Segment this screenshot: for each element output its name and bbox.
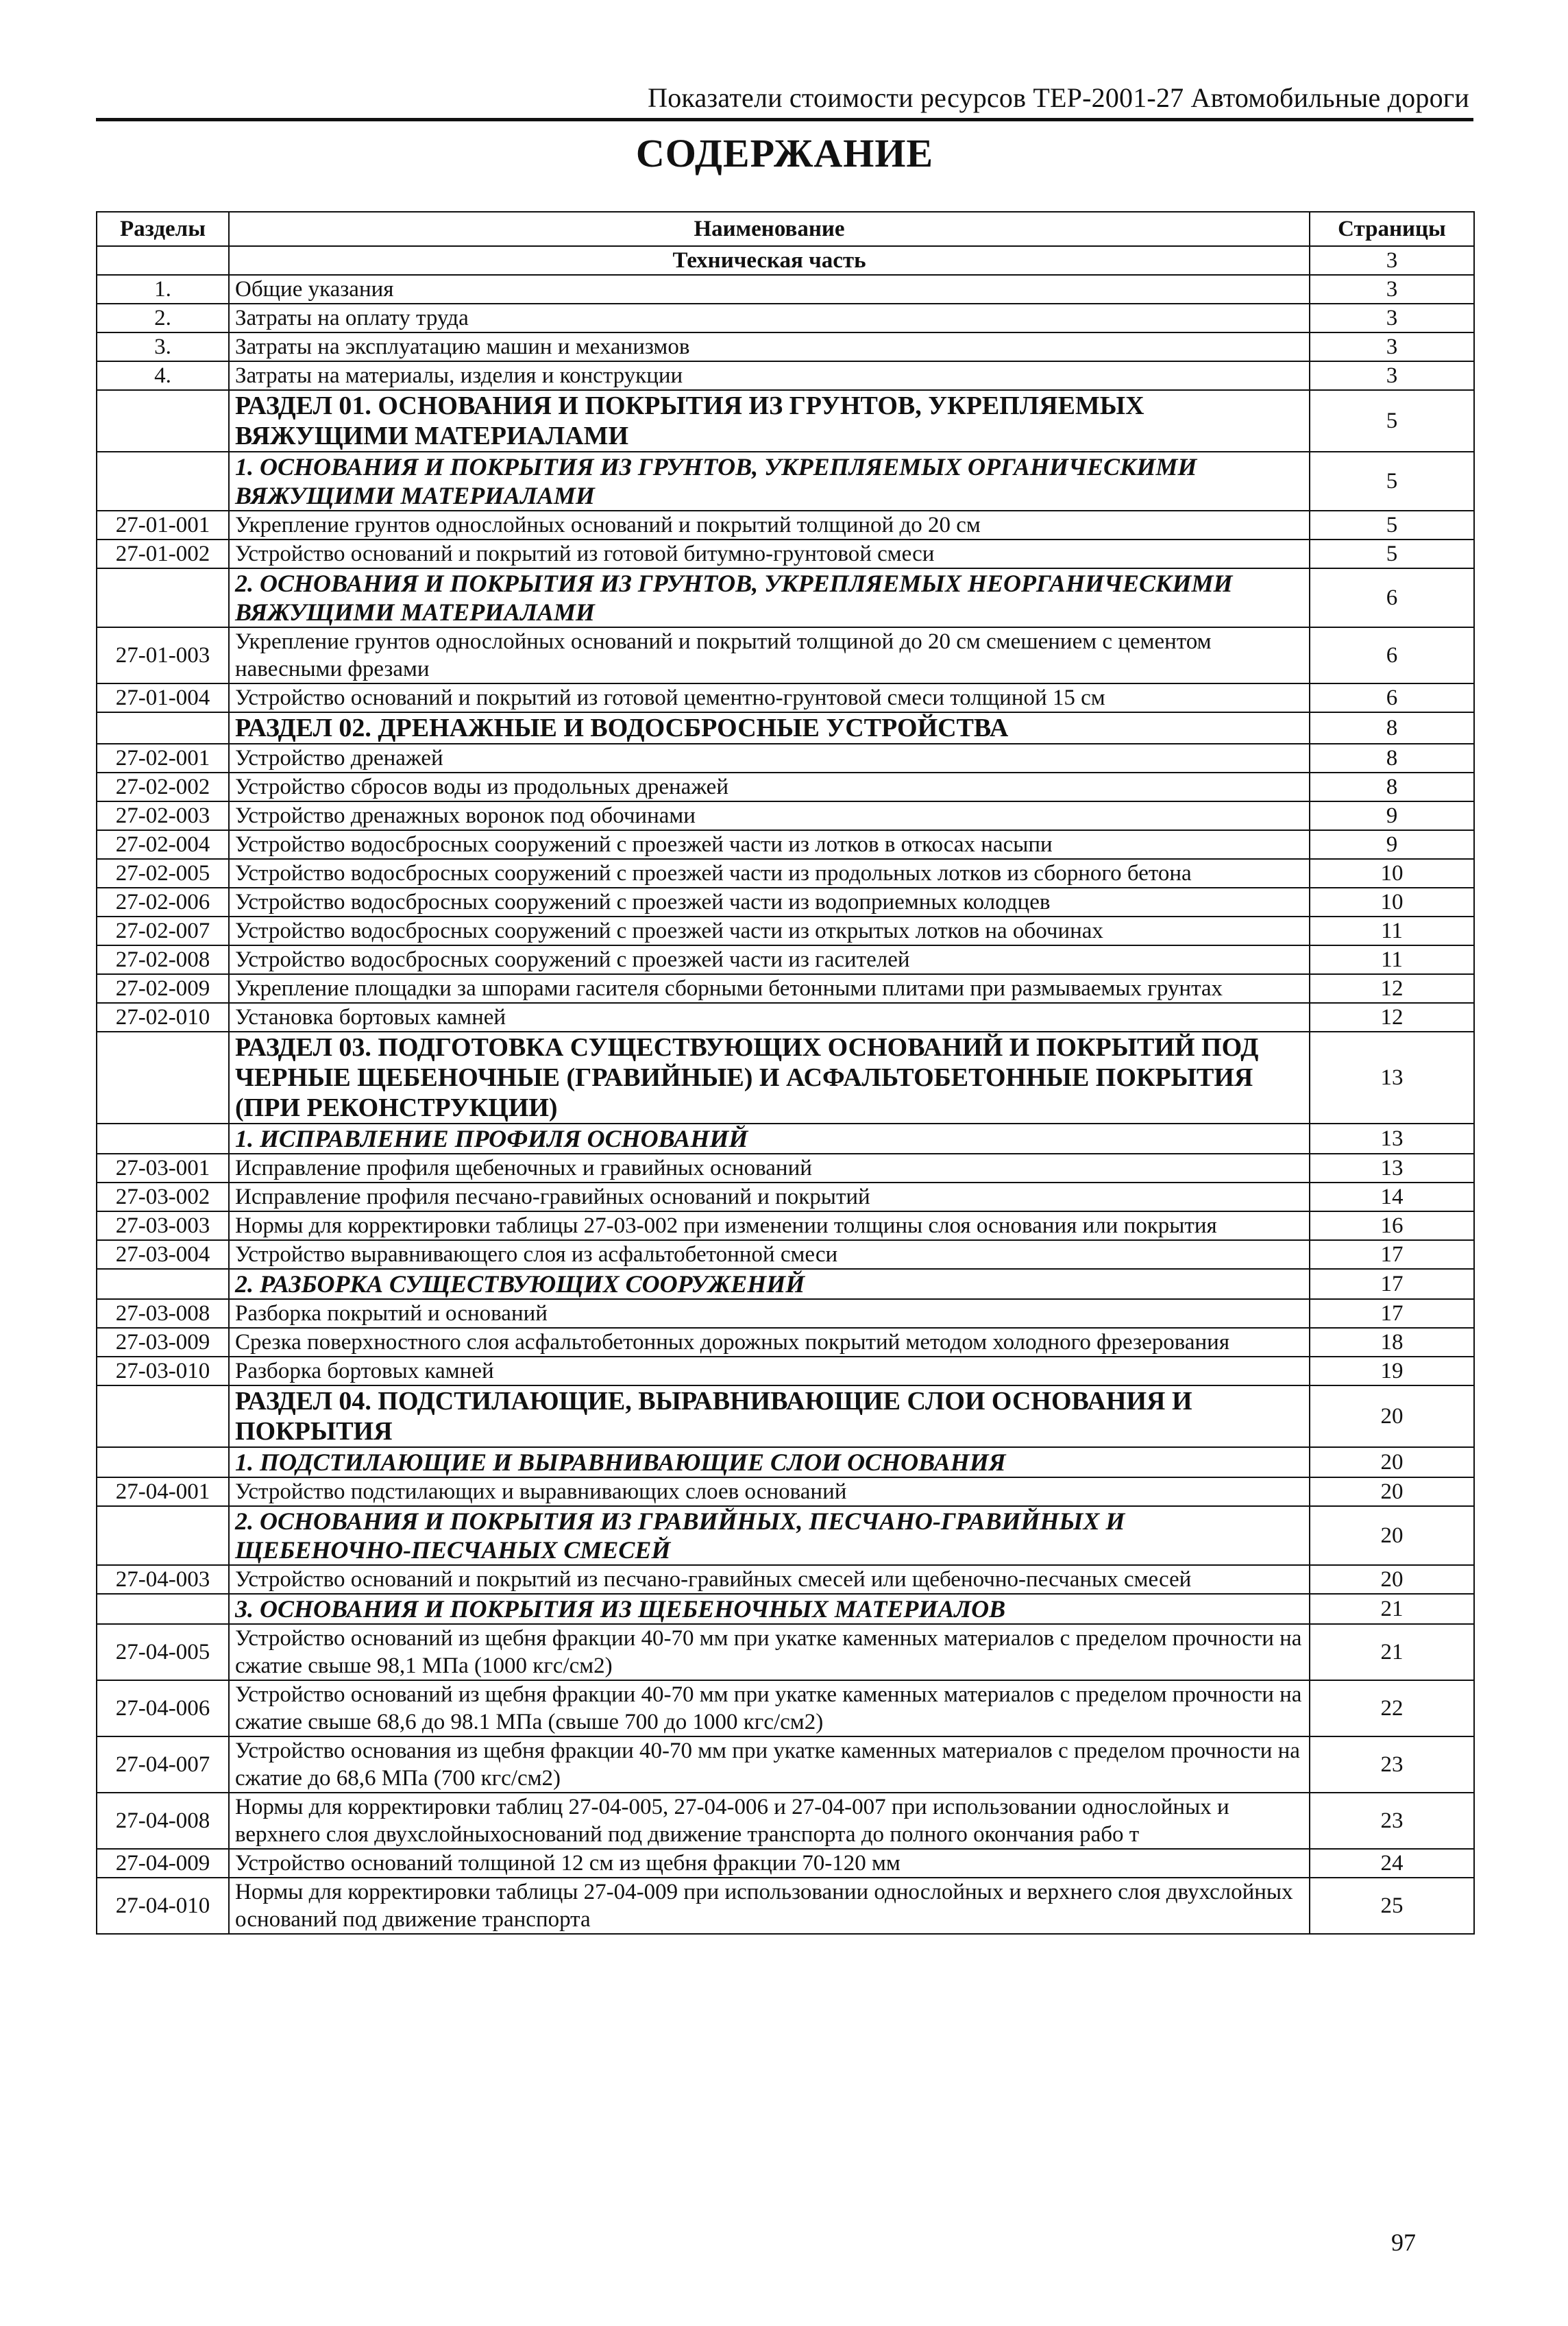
table-row [97, 1878, 1474, 1934]
row-title: Устройство водосбросных сооружений с проезжей части из продольных лотков из сборного бетона [229, 859, 1310, 888]
row-code: 27-02-010 [97, 1003, 229, 1032]
row-code: 27-03-004 [97, 1240, 229, 1269]
row-code [97, 390, 229, 452]
table-row [97, 1211, 1474, 1240]
row-code [97, 246, 229, 275]
table-row [97, 1736, 1474, 1793]
row-code: 27-03-008 [97, 1299, 229, 1328]
row-page: 13 [1310, 1154, 1474, 1183]
row-title: Затраты на материалы, изделия и конструкции [229, 361, 1310, 390]
table-row [97, 917, 1474, 945]
row-page: 9 [1310, 830, 1474, 859]
row-code: 27-01-002 [97, 540, 229, 568]
row-code [97, 1032, 229, 1124]
row-title: Укрепление грунтов однослойных оснований и покрытий толщиной до 20 см смешением с цементом навесными фрезами [229, 627, 1310, 683]
row-code: 27-02-009 [97, 974, 229, 1003]
table-row [97, 1565, 1474, 1594]
row-code: 27-04-005 [97, 1624, 229, 1680]
subsection-row [97, 452, 1474, 511]
row-title: Устройство дренажей [229, 744, 1310, 773]
row-code: 27-03-010 [97, 1357, 229, 1385]
row-title: Устройство подстилающих и выравнивающих слоев оснований [229, 1477, 1310, 1506]
row-code: 27-02-005 [97, 859, 229, 888]
row-title: РАЗДЕЛ 02. ДРЕНАЖНЫЕ И ВОДОСБРОСНЫЕ УСТРОЙСТВА [229, 712, 1310, 744]
row-page: 17 [1310, 1269, 1474, 1299]
row-page: 25 [1310, 1878, 1474, 1934]
row-code: 27-01-004 [97, 683, 229, 712]
row-page: 8 [1310, 744, 1474, 773]
row-title: Срезка поверхностного слоя асфальтобетонных дорожных покрытий методом холодного фрезерования [229, 1328, 1310, 1357]
section-row [97, 712, 1474, 744]
row-page: 20 [1310, 1565, 1474, 1594]
row-page: 20 [1310, 1447, 1474, 1477]
table-row [97, 1240, 1474, 1269]
page-number: 97 [1391, 2229, 1416, 2256]
row-page: 5 [1310, 540, 1474, 568]
row-code: 27-03-001 [97, 1154, 229, 1183]
row-page: 3 [1310, 246, 1474, 275]
row-code: 2. [97, 304, 229, 332]
row-title: Исправление профиля песчано-гравийных оснований и покрытий [229, 1183, 1310, 1211]
table-row [97, 1328, 1474, 1357]
row-title: Разборка покрытий и оснований [229, 1299, 1310, 1328]
row-page: 21 [1310, 1594, 1474, 1624]
row-page: 5 [1310, 390, 1474, 452]
row-page: 18 [1310, 1328, 1474, 1357]
subsection-row [97, 568, 1474, 627]
table-row [97, 1003, 1474, 1032]
column-header-name: Наименование [229, 212, 1310, 246]
row-page: 10 [1310, 888, 1474, 917]
row-title: 2. ОСНОВАНИЯ И ПОКРЫТИЯ ИЗ ГРУНТОВ, УКРЕПЛЯЕМЫХ НЕОРГАНИЧЕСКИМИ ВЯЖУЩИМИ МАТЕРИАЛАМИ [229, 568, 1310, 627]
table-row [97, 1183, 1474, 1211]
table-row [97, 627, 1474, 683]
running-header [96, 74, 1473, 121]
row-page: 21 [1310, 1624, 1474, 1680]
row-page: 20 [1310, 1506, 1474, 1565]
row-page: 23 [1310, 1793, 1474, 1849]
row-title: Техническая часть [229, 246, 1310, 275]
table-row [97, 304, 1474, 332]
row-code: 1. [97, 275, 229, 304]
row-page: 23 [1310, 1736, 1474, 1793]
row-code [97, 712, 229, 744]
table-row [97, 246, 1474, 275]
row-title: Устройство оснований и покрытий из готовой цементно-грунтовой смеси толщиной 15 см [229, 683, 1310, 712]
row-code: 27-02-006 [97, 888, 229, 917]
table-row [97, 275, 1474, 304]
row-title: Устройство водосбросных сооружений с проезжей части из открытых лотков на обочинах [229, 917, 1310, 945]
row-page: 10 [1310, 859, 1474, 888]
row-page: 3 [1310, 332, 1474, 361]
table-row [97, 1849, 1474, 1878]
row-page: 3 [1310, 304, 1474, 332]
row-code: 27-04-010 [97, 1878, 229, 1934]
section-row [97, 390, 1474, 452]
row-code: 27-04-008 [97, 1793, 229, 1849]
page-title: СОДЕРЖАНИЕ [635, 131, 934, 175]
row-page: 17 [1310, 1240, 1474, 1269]
row-title: РАЗДЕЛ 03. ПОДГОТОВКА СУЩЕСТВУЮЩИХ ОСНОВАНИЙ И ПОКРЫТИЙ ПОД ЧЕРНЫЕ ЩЕБЕНОЧНЫЕ (ГРАВИЙНЫЕ) И АСФАЛЬТОБЕТОННЫЕ ПОКРЫТИЯ (ПРИ РЕКОНСТРУКЦИИ) [229, 1032, 1310, 1124]
subsection-row [97, 1447, 1474, 1477]
table-row [97, 773, 1474, 801]
column-header-pages: Страницы [1310, 212, 1474, 246]
row-title: Устройство выравнивающего слоя из асфальтобетонной смеси [229, 1240, 1310, 1269]
row-title: 3. ОСНОВАНИЯ И ПОКРЫТИЯ ИЗ ЩЕБЕНОЧНЫХ МАТЕРИАЛОВ [229, 1594, 1310, 1624]
table-row [97, 1154, 1474, 1183]
row-title: 1. ПОДСТИЛАЮЩИЕ И ВЫРАВНИВАЮЩИЕ СЛОИ ОСНОВАНИЯ [229, 1447, 1310, 1477]
row-page: 8 [1310, 712, 1474, 744]
table-row [97, 1299, 1474, 1328]
row-code: 27-02-001 [97, 744, 229, 773]
row-code [97, 1594, 229, 1624]
contents-table [96, 211, 1475, 1935]
row-code: 27-03-009 [97, 1328, 229, 1357]
table-row [97, 801, 1474, 830]
row-code: 3. [97, 332, 229, 361]
row-page: 6 [1310, 627, 1474, 683]
row-code [97, 1124, 229, 1154]
table-row [97, 1477, 1474, 1506]
row-title: Укрепление грунтов однослойных оснований и покрытий толщиной до 20 см [229, 511, 1310, 540]
table-row [97, 361, 1474, 390]
row-title: 1. ИСПРАВЛЕНИЕ ПРОФИЛЯ ОСНОВАНИЙ [229, 1124, 1310, 1154]
row-code: 27-02-002 [97, 773, 229, 801]
row-page: 20 [1310, 1385, 1474, 1447]
column-header-sections: Разделы [97, 212, 229, 246]
row-page: 16 [1310, 1211, 1474, 1240]
row-title: Исправление профиля щебеночных и гравийных оснований [229, 1154, 1310, 1183]
subsection-row [97, 1506, 1474, 1565]
row-page: 6 [1310, 683, 1474, 712]
row-page: 22 [1310, 1680, 1474, 1736]
row-title: Устройство водосбросных сооружений с проезжей части из лотков в откосах насыпи [229, 830, 1310, 859]
row-page: 5 [1310, 452, 1474, 511]
row-title: Нормы для корректировки таблиц 27-04-005, 27-04-006 и 27-04-007 при использовании однослойных и верхнего слоя двухслойныхоснований под движение транспорта до полного окончания рабо т [229, 1793, 1310, 1849]
row-page: 3 [1310, 361, 1474, 390]
row-title: Затраты на эксплуатацию машин и механизмов [229, 332, 1310, 361]
row-title: Устройство оснований из щебня фракции 40-70 мм при укатке каменных материалов с пределом прочности на сжатие свыше 68,6 до 98.1 МПа (свыше 700 до 1000 кгс/см2) [229, 1680, 1310, 1736]
row-page: 3 [1310, 275, 1474, 304]
row-title: Устройство дренажных воронок под обочинами [229, 801, 1310, 830]
row-title: РАЗДЕЛ 04. ПОДСТИЛАЮЩИЕ, ВЫРАВНИВАЮЩИЕ СЛОИ ОСНОВАНИЯ И ПОКРЫТИЯ [229, 1385, 1310, 1447]
table-row [97, 830, 1474, 859]
contents-table-body [97, 246, 1474, 1934]
table-row [97, 332, 1474, 361]
row-page: 6 [1310, 568, 1474, 627]
row-code [97, 1385, 229, 1447]
table-row [97, 974, 1474, 1003]
row-code: 27-01-003 [97, 627, 229, 683]
section-row [97, 1385, 1474, 1447]
row-page: 13 [1310, 1032, 1474, 1124]
table-row [97, 859, 1474, 888]
row-code: 27-02-007 [97, 917, 229, 945]
table-row [97, 945, 1474, 974]
row-title: Устройство оснований и покрытий из готовой битумно-грунтовой смеси [229, 540, 1310, 568]
row-title: Нормы для корректировки таблицы 27-04-009 при использовании однослойных и верхнего слоя двухслойных оснований под движение транспорта [229, 1878, 1310, 1934]
table-row [97, 540, 1474, 568]
row-title: Устройство основания из щебня фракции 40-70 мм при укатке каменных материалов с пределом прочности на сжатие до 68,6 МПа (700 кгс/см2) [229, 1736, 1310, 1793]
row-page: 9 [1310, 801, 1474, 830]
row-page: 11 [1310, 917, 1474, 945]
row-code: 27-01-001 [97, 511, 229, 540]
header-text: Показатели стоимости ресурсов ТЕР-2001-27 Автомобильные дороги [648, 82, 1469, 113]
row-title: Общие указания [229, 275, 1310, 304]
row-code: 27-03-003 [97, 1211, 229, 1240]
row-page: 12 [1310, 1003, 1474, 1032]
row-code [97, 452, 229, 511]
row-code: 4. [97, 361, 229, 390]
table-row [97, 683, 1474, 712]
row-title: РАЗДЕЛ 01. ОСНОВАНИЯ И ПОКРЫТИЯ ИЗ ГРУНТОВ, УКРЕПЛЯЕМЫХ ВЯЖУЩИМИ МАТЕРИАЛАМИ [229, 390, 1310, 452]
subsection-row [97, 1269, 1474, 1299]
row-title: Устройство сбросов воды из продольных дренажей [229, 773, 1310, 801]
row-title: Устройство водосбросных сооружений с проезжей части из водоприемных колодцев [229, 888, 1310, 917]
row-page: 20 [1310, 1477, 1474, 1506]
row-code: 27-04-001 [97, 1477, 229, 1506]
table-row [97, 1793, 1474, 1849]
row-page: 8 [1310, 773, 1474, 801]
row-page: 13 [1310, 1124, 1474, 1154]
row-title: 2. РАЗБОРКА СУЩЕСТВУЮЩИХ СООРУЖЕНИЙ [229, 1269, 1310, 1299]
table-row [97, 511, 1474, 540]
row-title: Устройство оснований толщиной 12 см из щебня фракции 70-120 мм [229, 1849, 1310, 1878]
table-row [97, 1680, 1474, 1736]
section-row [97, 1032, 1474, 1124]
row-title: Устройство оснований и покрытий из песчано-гравийных смесей или щебеночно-песчаных смесей [229, 1565, 1310, 1594]
row-title: Устройство водосбросных сооружений с проезжей части из гасителей [229, 945, 1310, 974]
table-row [97, 744, 1474, 773]
row-page: 14 [1310, 1183, 1474, 1211]
row-page: 12 [1310, 974, 1474, 1003]
row-title: Установка бортовых камней [229, 1003, 1310, 1032]
row-code: 27-04-006 [97, 1680, 229, 1736]
row-code: 27-04-007 [97, 1736, 229, 1793]
row-title: 1. ОСНОВАНИЯ И ПОКРЫТИЯ ИЗ ГРУНТОВ, УКРЕПЛЯЕМЫХ ОРГАНИЧЕСКИМИ ВЯЖУЩИМИ МАТЕРИАЛАМИ [229, 452, 1310, 511]
table-row [97, 1357, 1474, 1385]
row-title: Разборка бортовых камней [229, 1357, 1310, 1385]
subsection-row [97, 1124, 1474, 1154]
row-code [97, 568, 229, 627]
row-page: 19 [1310, 1357, 1474, 1385]
table-row [97, 888, 1474, 917]
subsection-row [97, 1594, 1474, 1624]
row-code [97, 1506, 229, 1565]
row-page: 5 [1310, 511, 1474, 540]
row-title: 2. ОСНОВАНИЯ И ПОКРЫТИЯ ИЗ ГРАВИЙНЫХ, ПЕСЧАНО-ГРАВИЙНЫХ И ЩЕБЕНОЧНО-ПЕСЧАНЫХ СМЕСЕЙ [229, 1506, 1310, 1565]
row-title: Устройство оснований из щебня фракции 40-70 мм при укатке каменных материалов с пределом прочности на сжатие свыше 98,1 МПа (1000 кгс/см2) [229, 1624, 1310, 1680]
row-page: 17 [1310, 1299, 1474, 1328]
row-code [97, 1447, 229, 1477]
row-code [97, 1269, 229, 1299]
row-code: 27-02-004 [97, 830, 229, 859]
row-code: 27-02-008 [97, 945, 229, 974]
row-code: 27-02-003 [97, 801, 229, 830]
row-code: 27-04-003 [97, 1565, 229, 1594]
table-row [97, 1624, 1474, 1680]
row-title: Затраты на оплату труда [229, 304, 1310, 332]
row-code: 27-04-009 [97, 1849, 229, 1878]
row-code: 27-03-002 [97, 1183, 229, 1211]
row-page: 11 [1310, 945, 1474, 974]
row-title: Нормы для корректировки таблицы 27-03-002 при изменении толщины слоя основания или покрытия [229, 1211, 1310, 1240]
table-header-row [97, 212, 1474, 246]
row-title: Укрепление площадки за шпорами гасителя сборными бетонными плитами при размываемых грунтах [229, 974, 1310, 1003]
row-page: 24 [1310, 1849, 1474, 1878]
